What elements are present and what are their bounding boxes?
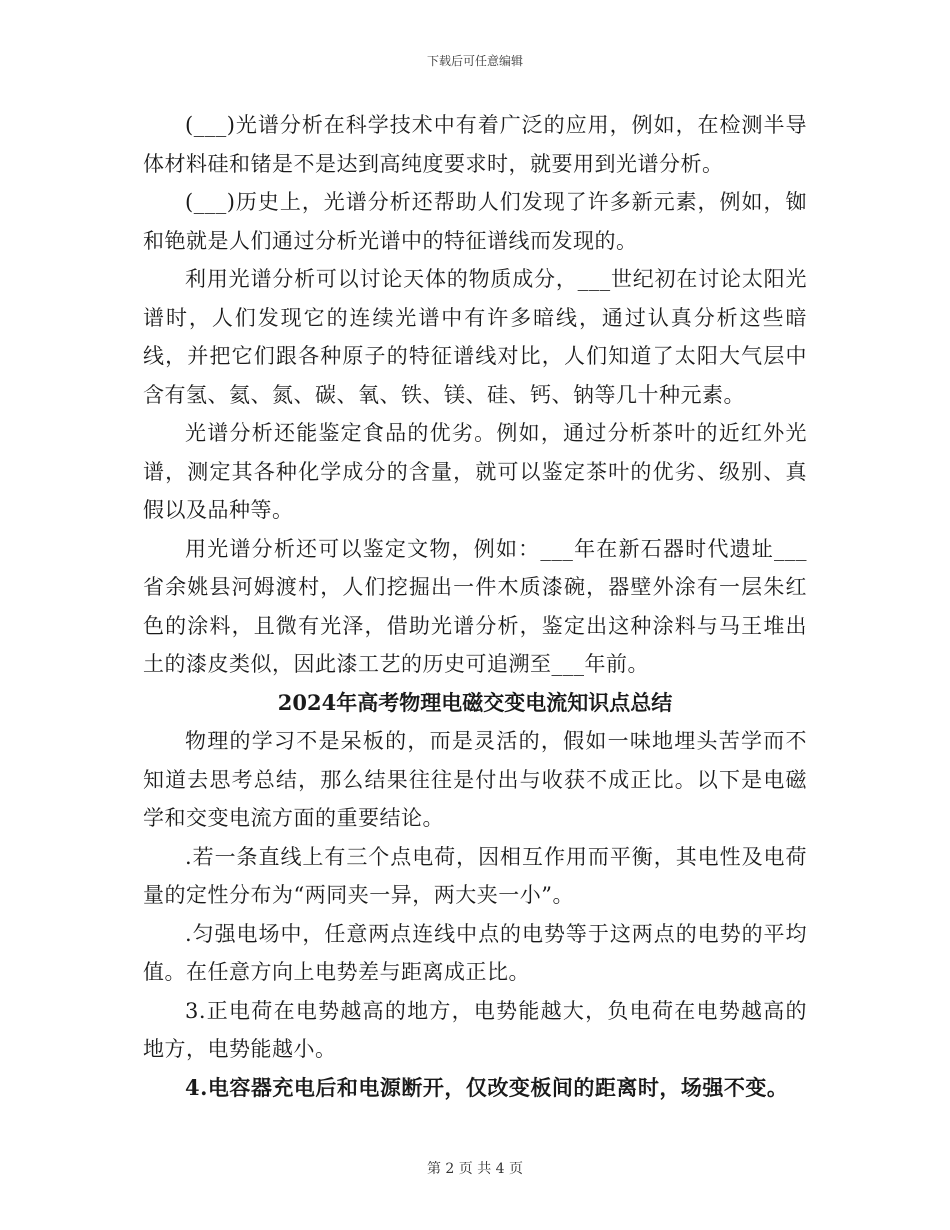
document-body [143,106,807,1107]
paragraph-uniform-field: .匀强电场中，任意两点连线中点的电势等于这两点的电势的平均值。在任意方向上电势差与距离成正比。 [143,921,807,984]
page-header: 下载后可任意编辑 [426,54,523,68]
section-title: 2024年高考物理电磁交变电流知识点总结 [277,689,673,715]
paragraph-cultural-relics: 用光谱分析还可以鉴定文物，例如：___年在新石器时代遗址___省余姚县河姆渡村，人们挖掘出一件木质漆碗，器壁外涂有一层朱红色的涂料，且微有光泽，借助光谱分析，鉴定出这种涂料与马王堆出土的漆皮类似，因此漆工艺的历史可追溯至___年前。 [143,536,807,676]
paragraph-intro: 物理的学习不是呆板的，而是灵活的，假如一味地埋头苦学而不知道去思考总结，那么结果往往是付出与收获不成正比。以下是电磁学和交变电流方面的重要结论。 [143,729,807,830]
paragraph-new-elements: (___)历史上，光谱分析还帮助人们发现了许多新元素，例如，铷和铯就是人们通过分析光谱中的特征谱线而发现的。 [143,190,807,253]
paragraph-solar-spectrum: 利用光谱分析可以讨论天体的物质成分，___世纪初在讨论太阳光谱时，人们发现它的连续光谱中有许多暗线，通过认真分析这些暗线，并把它们跟各种原子的特征谱线对比，人们知道了太阳大气层中含有氢、氦、氮、碳、氧、铁、镁、硅、钙、钠等几十种元素。 [143,267,807,407]
page-footer: 第 2 页 共 4 页 [426,1161,524,1177]
paragraph-potential-energy: 3.正电荷在电势越高的地方，电势能越大，负电荷在电势越高的地方，电势能越小。 [143,998,807,1061]
paragraph-point-charges: .若一条直线上有三个点电荷，因相互作用而平衡，其电性及电荷量的定性分布为“两同夹一异，两大夹一小”。 [143,844,807,907]
paragraph-food-quality: 光谱分析还能鉴定食品的优劣。例如，通过分析茶叶的近红外光谱，测定其各种化学成分的含量，就可以鉴定茶叶的优劣、级别、真假以及品种等。 [143,421,807,522]
paragraph-capacitor: 4.电容器充电后和电源断开，仅改变板间的距离时，场强不变。 [185,1074,789,1100]
paragraph-semiconductor: (___)光谱分析在科学技术中有着广泛的应用，例如，在检测半导体材料硅和锗是不是达到高纯度要求时，就要用到光谱分析。 [143,113,807,176]
